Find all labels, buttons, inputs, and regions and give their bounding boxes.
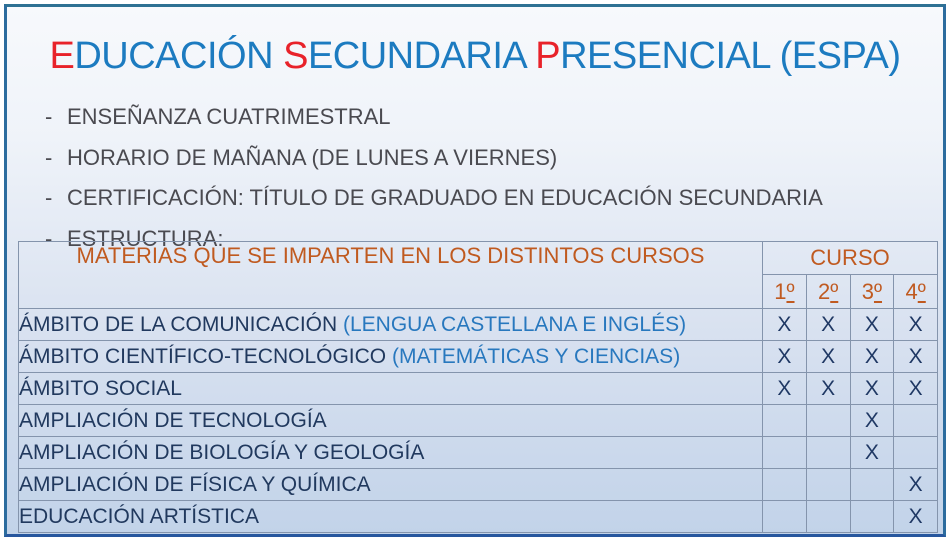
mark-cell-x: X <box>850 341 894 373</box>
table-row <box>19 437 938 469</box>
table-header-materias: MATERIAS QUE SE IMPARTEN EN LOS DISTINTOS CURSOS <box>19 242 763 309</box>
table-row <box>19 405 938 437</box>
mark-cell-x: X <box>763 309 807 341</box>
table-row <box>19 373 938 405</box>
mark-cell-x: X <box>894 469 938 501</box>
mark-cell-x: X <box>894 309 938 341</box>
subject-cell <box>19 437 763 469</box>
course-column-header: 4º <box>894 275 938 309</box>
bullet-item <box>45 138 923 179</box>
subject-label: AMPLIACIÓN DE TECNOLOGÍA <box>19 408 327 432</box>
mark-cell-empty <box>806 437 850 469</box>
table-header <box>19 242 938 309</box>
course-column-header: 3º <box>850 275 894 309</box>
title-highlight-letter: E <box>49 35 75 77</box>
subject-cell <box>19 341 763 373</box>
mark-cell-empty <box>850 501 894 533</box>
subject-label: EDUCACIÓN ARTÍSTICA <box>19 504 259 528</box>
mark-cell-x: X <box>763 341 807 373</box>
course-column-header: 1º <box>763 275 807 309</box>
subject-cell <box>19 469 763 501</box>
mark-cell-empty <box>894 437 938 469</box>
table-row <box>19 309 938 341</box>
mark-cell-empty <box>850 469 894 501</box>
bullet-text: HORARIO DE MAÑANA (DE LUNES A VIERNES) <box>67 144 558 170</box>
subject-label: AMPLIACIÓN DE FÍSICA Y QUÍMICA <box>19 472 371 496</box>
subject-cell <box>19 309 763 341</box>
mark-cell-x: X <box>806 373 850 405</box>
subject-note: (MATEMÁTICAS Y CIENCIAS) <box>386 344 681 368</box>
mark-cell-empty <box>806 469 850 501</box>
mark-cell-empty <box>894 405 938 437</box>
bullet-text: ENSEÑANZA CUATRIMESTRAL <box>67 104 391 130</box>
course-column-header: 2º <box>806 275 850 309</box>
courses-table <box>18 241 938 533</box>
mark-cell-x: X <box>806 309 850 341</box>
subject-label: ÁMBITO DE LA COMUNICACIÓN <box>19 312 338 336</box>
bullet-item <box>45 178 923 219</box>
mark-cell-empty <box>763 469 807 501</box>
mark-cell-empty <box>763 405 807 437</box>
mark-cell-x: X <box>850 309 894 341</box>
mark-cell-empty <box>763 437 807 469</box>
title-text-segment: RESENCIAL (ESPA) <box>560 35 901 77</box>
subject-label: AMPLIACIÓN DE BIOLOGÍA Y GEOLOGÍA <box>19 440 425 464</box>
mark-cell-x: X <box>850 405 894 437</box>
subject-cell <box>19 373 763 405</box>
title-text-segment: ECUNDARIA <box>307 35 536 77</box>
mark-cell-empty <box>763 501 807 533</box>
table-header-curso: CURSO <box>763 242 938 275</box>
subject-label: ÁMBITO CIENTÍFICO-TECNOLÓGICO <box>19 344 387 368</box>
bullet-item <box>45 97 923 138</box>
bullet-text: CERTIFICACIÓN: TÍTULO DE GRADUADO EN EDUCACIÓN SECUNDARIA <box>67 185 823 211</box>
bullet-dash: - <box>45 225 53 251</box>
table-body <box>19 309 938 533</box>
bullet-text: ESTRUCTURA: <box>67 225 224 251</box>
mark-cell-x: X <box>806 341 850 373</box>
mark-cell-x: X <box>850 373 894 405</box>
bullet-dash: - <box>45 104 53 130</box>
table-row <box>19 501 938 533</box>
subject-cell <box>19 405 763 437</box>
mark-cell-empty <box>806 501 850 533</box>
mark-cell-x: X <box>894 501 938 533</box>
mark-cell-empty <box>806 405 850 437</box>
bullet-dash: - <box>45 144 53 170</box>
mark-cell-x: X <box>894 341 938 373</box>
mark-cell-x: X <box>894 373 938 405</box>
bullet-dash: - <box>45 185 53 211</box>
table-row <box>19 341 938 373</box>
title-highlight-letter: P <box>535 35 561 77</box>
subject-cell <box>19 501 763 533</box>
title-highlight-letter: S <box>283 35 308 77</box>
mark-cell-x: X <box>850 437 894 469</box>
mark-cell-x: X <box>763 373 807 405</box>
slide-frame <box>4 4 946 537</box>
subject-label: ÁMBITO SOCIAL <box>19 376 182 400</box>
table-row <box>19 469 938 501</box>
page-title <box>7 35 943 78</box>
bullet-list <box>45 97 923 259</box>
title-text-segment: DUCACIÓN <box>74 35 284 77</box>
subject-note: (LENGUA CASTELLANA E INGLÉS) <box>337 312 687 336</box>
